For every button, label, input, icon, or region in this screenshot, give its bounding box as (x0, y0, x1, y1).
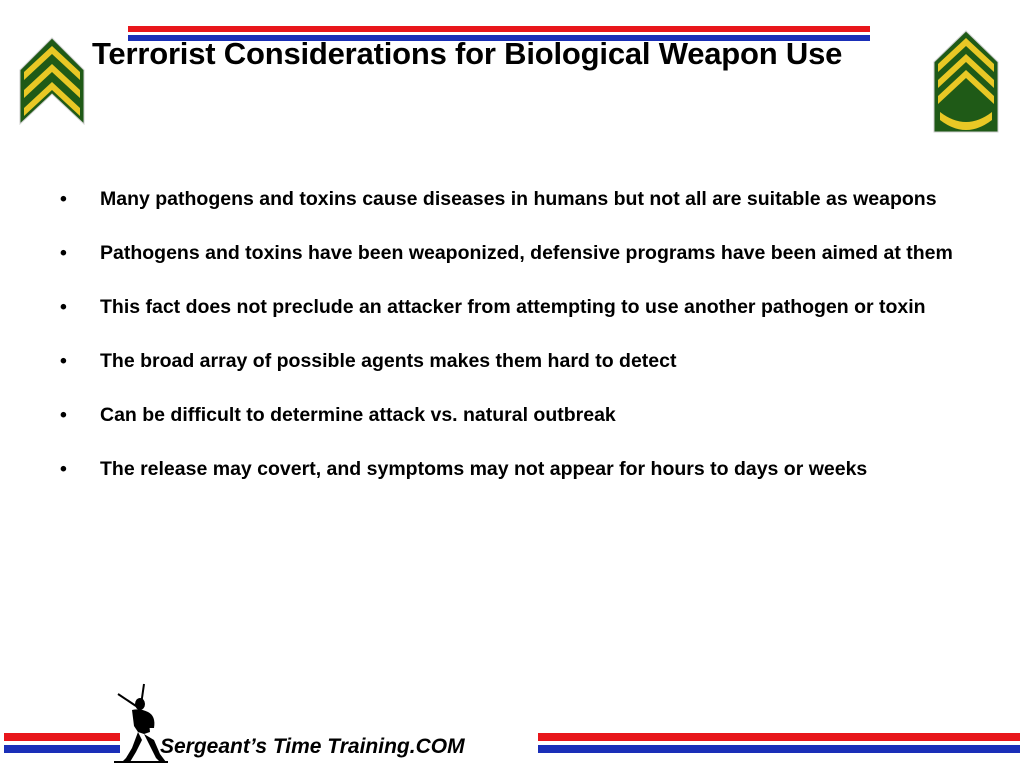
bullet-item (56, 240, 956, 267)
sergeant-chevron-icon (16, 34, 88, 130)
bullet-marker: • (60, 350, 67, 372)
bullet-item (56, 348, 956, 375)
bullet-marker: • (60, 458, 67, 480)
bullet-marker: • (60, 296, 67, 318)
bullet-list (56, 186, 956, 510)
slide-title: Terrorist Considerations for Biological Weapon Use (92, 36, 843, 71)
bullet-item (56, 402, 956, 429)
bullet-item (56, 456, 956, 483)
footer-right-blue-stripe (538, 745, 1020, 753)
bullet-text: The release may covert, and symptoms may not appear for hours to days or weeks (100, 458, 868, 480)
bullet-text: This fact does not preclude an attacker from attempting to use another pathogen or toxin (100, 296, 926, 318)
footer-right-red-stripe (538, 733, 1020, 741)
bullet-text: Many pathogens and toxins cause diseases in humans but not all are suitable as weapons (100, 188, 937, 210)
bullet-text: Can be difficult to determine attack vs. natural outbreak (100, 404, 616, 426)
footer-left-red-stripe (4, 733, 120, 741)
bullet-item (56, 186, 956, 213)
bullet-text: Pathogens and toxins have been weaponized, defensive programs have been aimed at them (100, 242, 953, 264)
bullet-marker: • (60, 404, 67, 426)
footer-left-blue-stripe (4, 745, 120, 753)
bullet-marker: • (60, 188, 67, 210)
bullet-marker: • (60, 242, 67, 264)
bullet-text: The broad array of possible agents makes them hard to detect (100, 350, 677, 372)
bullet-item (56, 294, 956, 321)
footer-brand-text: Sergeant’s Time Training.COM (160, 735, 465, 758)
